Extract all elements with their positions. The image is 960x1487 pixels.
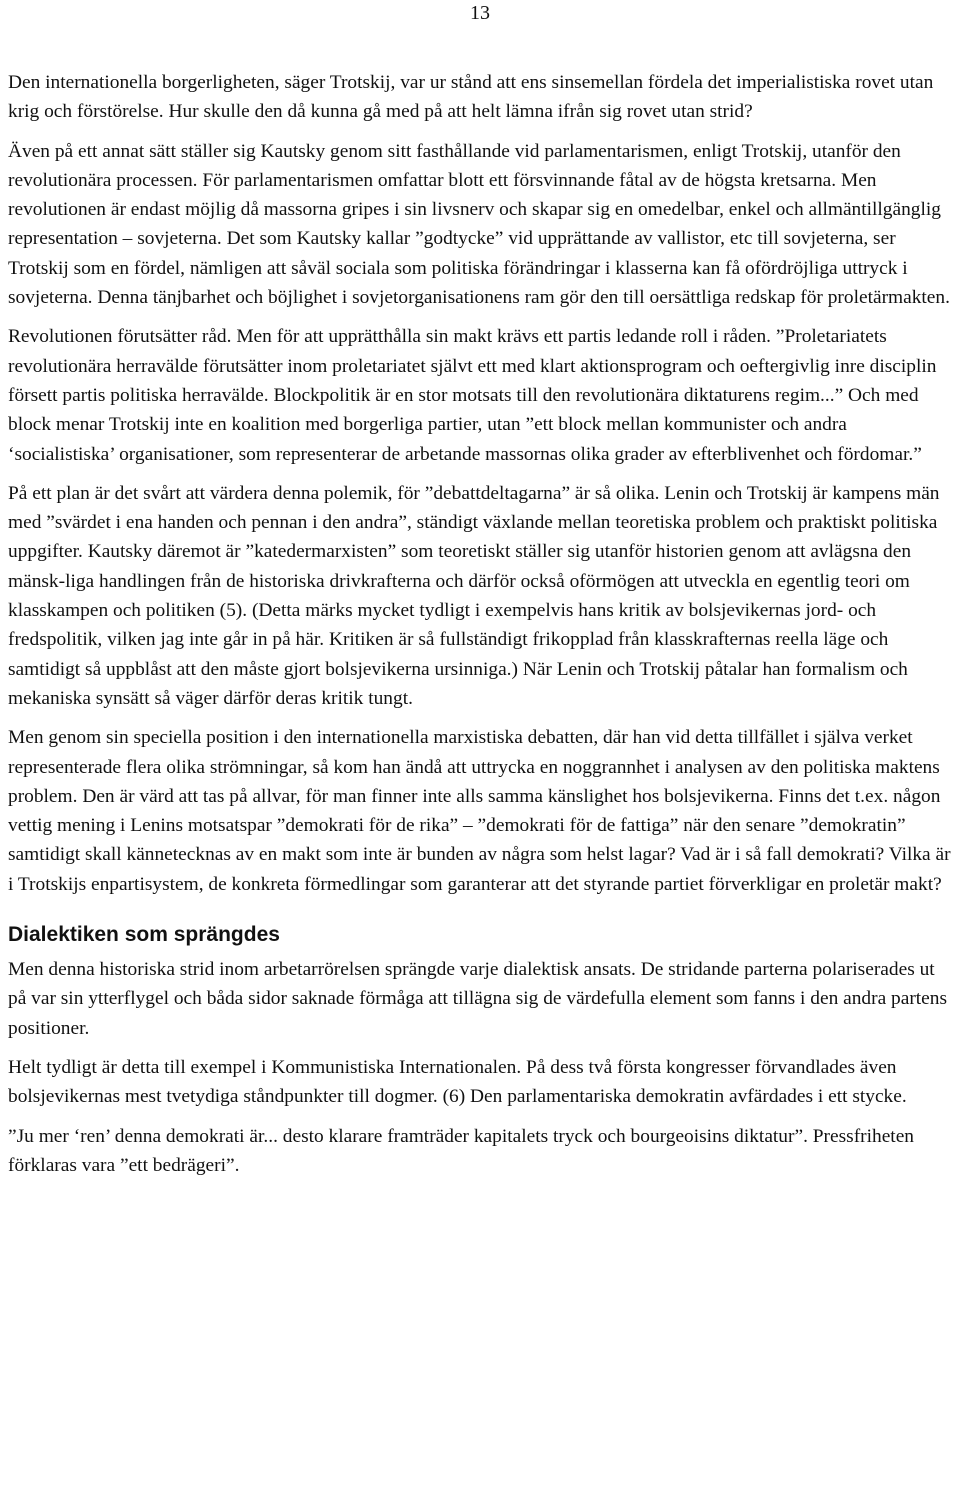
paragraph: Men denna historiska strid inom arbetarrörelsen sprängde varje dialektisk ansats. De stridande parterna polariserades ut på var sin ytterflygel och båda sidor saknade förmåga att tillägna sig de värdefulla element som fanns i den andra partens positioner. (8, 959, 948, 1039)
paragraph: På ett plan är det svårt att värdera denna polemik, för ”debattdeltagarna” är så olika. Lenin och Trotskij är kampens män med ”svärdet i ena handen och pennan i den andra”, ständigt växlande mellan teoretiska problem och praktiskt politiska uppgifter. Kautsky däremot är ”katedermarxisten” som teoretiskt ställer sig utanför historien genom att avlägsna den mänsk-liga handlingen från de historiska drivkrafterna och därför också oförmögen att utveckla en egentlig teori om klasskampen och politiken (5). (Detta märks mycket tydligt i exempelvis hans kritik av bolsjevikernas jord- och fredspolitik, vilken jag inte går in på här. Kritiken är så fullständigt frikopplad från klasskrafternas reella läge och samtidigt så uppblåst att den måste gjort bolsjevikerna ursinniga.) När Lenin och Trotskij påtalar han formalism och mekaniska synsätt så väger därför deras kritik tungt. (8, 482, 940, 709)
paragraph: Den internationella borgerligheten, säger Trotskij, var ur stånd att ens sinsemellan fördela det imperialistiska rovet utan krig och förstörelse. Hur skulle den då kunna gå med på att helt lämna ifrån sig rovet utan strid? (8, 72, 934, 123)
paragraph: ”Ju mer ‘ren’ denna demokrati är... desto klarare framträder kapitalets tryck och bourgeoisins diktatur”. Pressfriheten förklaras vara ”ett bedrägeri”. (8, 1125, 914, 1176)
paragraph: Revolutionen förutsätter råd. Men för att upprätthålla sin makt krävs ett partis ledande roll i råden. ”Proletariatets revolutionära herravälde förutsätter inom proletariatet självt ett med klart aktionsprogram och oeftergivlig inre disciplin försett partis politiska herravälde. Blockpolitik är en stor motsats till den revolutionära diktaturens regim...” Och med block menar Trotskij inte en koalition med borgerliga partier, utan ”ett block mellan kommunister och andra ‘socialistiska’ organisationer, som representerar de arbetande massornas olika grader av efterblivenhet och fördomar.” (8, 326, 937, 465)
paragraph: Men genom sin speciella position i den internationella marxistiska debatten, där han vid detta tillfället i själva verket representerade flera olika strömningar, så kom han ändå att uttrycka en noggrannhet i analysen av den politiska maktens problem. Den är värd att tas på allvar, för man finner inte alls samma känslighet hos bolsjevikerna. Finns det t.ex. någon vettig mening i Lenins motsatspar ”demokrati för de rika” – ”demokrati för de fattiga” när den senare ”demokratin” samtidigt skall kännetecknas av en makt som inte är bunden av några som helst lagar? Vad är i så fall demokrati? Vilka är i Trotskijs enpartisystem, de konkreta förmedlingar som garanterar att det styrande partiet förverkligar en proletär makt? (8, 727, 951, 895)
paragraph: Helt tydligt är detta till exempel i Kommunistiska Internationalen. På dess två första kongresser förvandlades även bolsjevikernas mest tvetydiga ståndpunkter till dogmer. (6) Den parlamentariska demokratin avfärdades i ett stycke. (8, 1056, 907, 1108)
document-body (8, 68, 952, 1190)
paragraph: Även på ett annat sätt ställer sig Kautsky genom sitt fasthållande vid parlamentarismen, enligt Trotskij, utanför den revolutionära processen. För parlamentarismen omfattar blott ett försvinnande fåtal av de högsta kretsarna. Men revolutionen är endast möjlig då massorna gripes i sin livsnerv och skapar sig en omedelbar, enkel och allmäntillgänglig representation – sovjeterna. Det som Kautsky kallar ”godtycke” vid upprättande av vallistor, etc till sovjeterna, ser Trotskij som en fördel, nämligen att såväl sociala som politiska förändringar i klasserna kan få ofördröjliga uttryck i sovjeterna. Denna tänjbarhet och böjlighet i sovjetorganisationens ram gör den till oersättliga redskap för proletärmakten. (8, 140, 950, 309)
section-heading: Dialektiken som sprängdes (8, 923, 280, 947)
page-number: 13 (470, 2, 490, 24)
